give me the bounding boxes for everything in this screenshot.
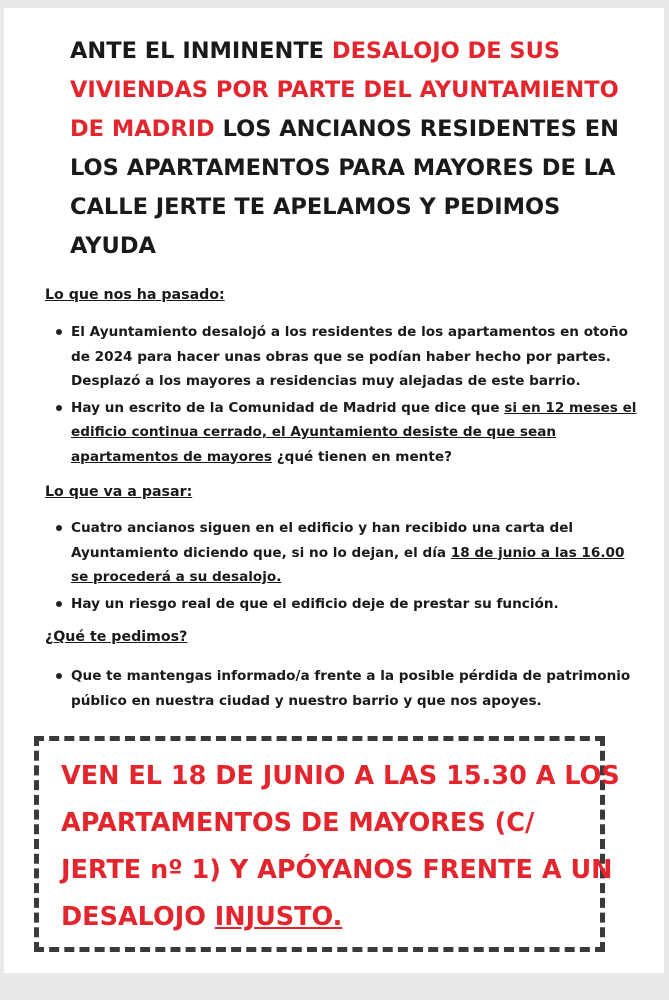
item-text: Hay un escrito de la Comunidad de Madrid que dice que <box>71 399 505 416</box>
call-to-action-box <box>34 736 620 952</box>
item-text-underlined: si en 12 meses el edificio continua cerrado, el Ayuntamiento desiste de que sean apartamentos de mayores <box>71 399 637 465</box>
item-text-underlined: 18 de junio a las 16.00 se procederá a su desalojo. <box>71 544 625 585</box>
item-text: ¿qué tienen en mente? <box>272 448 452 465</box>
list-what-will-happen <box>45 516 645 618</box>
item-text: Cuatro ancianos siguen en el edificio y han recibido una carta del Ayuntamiento diciendo que, si no lo dejan, el día <box>71 520 574 561</box>
section-title-what-we-ask: ¿Qué te pedimos? <box>45 629 188 645</box>
section-title-what-happened: Lo que nos ha pasado: <box>45 287 225 303</box>
flyer-page <box>4 8 664 973</box>
list-item <box>45 516 645 590</box>
headline-highlight: DESALOJO DE SUS VIVIENDAS POR PARTE DEL AYUNTAMIENTO DE MADRID <box>70 38 619 142</box>
list-item <box>45 592 645 617</box>
headline-rest: LOS ANCIANOS RESIDENTES EN LOS APARTAMENTOS PARA MAYORES DE LA CALLE JERTE TE APELAMOS Y PEDIMOS AYUDA <box>70 116 619 259</box>
call-to-action-underlined: INJUSTO. <box>214 902 343 932</box>
headline-intro: ANTE EL INMINENTE <box>70 38 332 64</box>
section-title-what-will-happen: Lo que va a pasar: <box>45 484 193 500</box>
list-what-we-ask <box>45 664 645 715</box>
item-text: El Ayuntamiento desalojó a los residentes de los apartamentos en otoño de 2024 para hacer unas obras que se podían haber hecho por partes. Desplazó a los mayores a residencias muy alejadas de este barrio. <box>71 324 628 389</box>
list-item <box>45 664 645 713</box>
list-what-happened <box>45 320 645 471</box>
item-text: Que te mantengas informado/a frente a la posible pérdida de patrimonio público en nuestra ciudad y nuestro barrio y que nos apoyes. <box>71 668 631 709</box>
headline <box>70 32 650 266</box>
call-to-action-text <box>61 753 621 941</box>
item-text: Hay un riesgo real de que el edificio deje de prestar su función. <box>71 595 559 612</box>
list-item <box>45 320 645 394</box>
list-item <box>45 396 645 470</box>
call-to-action-main: VEN EL 18 DE JUNIO A LAS 15.30 A LOS APARTAMENTOS DE MAYORES (C/ JERTE nº 1) Y APÓYANOS FRENTE A UN DESALOJO <box>61 761 620 932</box>
